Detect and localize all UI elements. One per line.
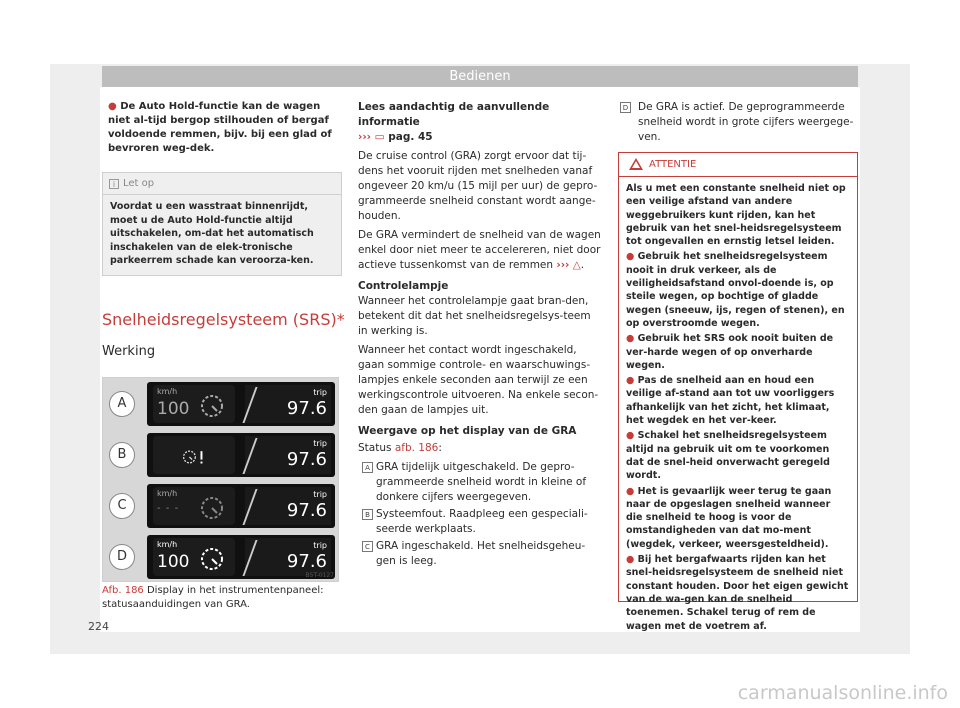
status-marker: A [362, 462, 373, 473]
status-marker: C [362, 541, 373, 552]
arrow-icon: ››› [556, 259, 570, 271]
display-left [153, 385, 235, 423]
trip-label: trip [313, 490, 327, 499]
warning-bullet [626, 429, 850, 482]
figure-badge: B [109, 442, 135, 468]
column-left [102, 100, 342, 156]
trip-value: 97.6 [286, 551, 327, 572]
trip-label: trip [313, 541, 327, 550]
figure-row-d [103, 533, 340, 581]
trip-label: trip [313, 439, 327, 448]
display-left [153, 487, 235, 525]
caption-text: Display in het instrumentenpaneel: statusaanduidingen van GRA. [102, 585, 324, 610]
status-text: Systeemfout. Raadpleeg een gespeciali-seerde werkplaats. [376, 508, 588, 535]
top-bullet-text: De Auto Hold-functie kan de wagen niet al-tijd bergop stilhouden of bergaf voldoende remmen, bijv. bij een glad of bevroren weg-dek. [108, 101, 332, 154]
warning-intro: Als u met een constante snelheid niet op een veilige afstand van andere weggebruikers kunt rijden, kan het gebruik van het snel-heidsregelsysteem tot ongevallen en ernstig letsel leiden. [626, 183, 846, 248]
bullet-dot: ● [626, 333, 638, 345]
warning-label: ATTENTIE [649, 159, 697, 170]
warning-bullet-text: Pas de snelheid aan en houd een veilige af-stand aan tot uw voorliggers afhankelijk van het zicht, het klimaat, het wegdek en het ver-keer. [626, 375, 835, 427]
warning-header [619, 153, 857, 177]
kmh-label: km/h [157, 540, 178, 549]
warning-box [618, 152, 858, 632]
trip-label: trip [313, 388, 327, 397]
warning-bullet-text: Het is gevaarlijk weer terug te gaan naar de opgeslagen snelheid wanneer die snelheid te hoog is voor de omstandigheden van dat mo-ment (wegdek, verkeer, weersgesteldheid). [626, 485, 832, 550]
figure-row-c [103, 482, 340, 530]
speedometer-icon [199, 495, 225, 521]
figure-186 [102, 377, 339, 582]
tip-text: Voordat u een wasstraat binnenrijdt, moet u de Auto Hold-functie altijd uitschakelen, om-dat het automatisch inschakelen van de elek-tronische parkeerrem schade kan veroorza-ken. [110, 201, 314, 266]
figure-badge: C [109, 493, 135, 519]
paragraph-3: Wanneer het controlelampje gaat bran-den, betekent dit dat het snelheidsregelsys-teem in werking is. [358, 295, 591, 337]
paragraph-2-text: De GRA vermindert de snelheid van de wagen enkel door niet meer te accelereren, niet door actieve tussenkomst van de remmen [358, 229, 601, 271]
display-divider [242, 438, 257, 474]
top-bullet [102, 100, 342, 156]
speedometer-icon [199, 546, 225, 572]
status-prefix: Status [358, 442, 392, 454]
cluster-display [147, 484, 335, 528]
display-right [245, 436, 331, 474]
figure-badge: D [109, 544, 135, 570]
info-icon: i [109, 179, 119, 189]
status-item-a [358, 460, 603, 505]
cluster-display [147, 433, 335, 477]
speed-value: 100 [157, 552, 190, 572]
warning-bullet [626, 553, 850, 633]
watermark: carmanualsonline.info [737, 682, 948, 704]
speed-empty: - - - [157, 503, 180, 514]
kmh-label: km/h [157, 387, 178, 396]
trip-value: 97.6 [286, 449, 327, 470]
figure-row-a [103, 380, 340, 428]
arrow-icon: ››› [358, 131, 371, 143]
speed-value: 100 [157, 399, 190, 419]
intro-title: Lees aandachtig de aanvullende informatie [358, 101, 550, 128]
status-text: De GRA is actief. De geprogrammeerde snelheid wordt in grote cijfers weergege-ven. [638, 101, 854, 143]
warning-bullet-text: Bij het bergafwaarts rijden kan het snel-heidsregelsysteem de snelheid niet constant houden. Door het eigen gewicht van de wa-gen kan de snelheid toenemen. Schakel terug of rem de wagen met de voetrem af. [626, 554, 849, 632]
figure-caption [102, 584, 339, 612]
column-middle [358, 100, 603, 571]
status-line: Status afb. 186: [358, 442, 442, 454]
status-marker: D [620, 102, 631, 113]
display-left [153, 538, 235, 576]
figure-row-b [103, 431, 340, 479]
warning-body [619, 177, 857, 638]
intro-ref-text: pag. 45 [388, 131, 433, 143]
status-item-b [358, 507, 603, 537]
trip-value: 97.6 [286, 398, 327, 419]
warning-bullet [626, 250, 850, 330]
heading-controlelampje: Controlelampje [358, 280, 449, 292]
tip-label: Let op [123, 178, 155, 189]
figure-code: B5T-0127 [305, 572, 334, 579]
caption-prefix: Afb. 186 [102, 585, 144, 596]
cluster-display [147, 382, 335, 426]
status-marker: B [362, 509, 373, 520]
heading-display: Weergave op het display van de GRA [358, 425, 577, 437]
warning-triangle-icon: △ [572, 259, 581, 271]
warning-bullet [626, 332, 850, 372]
warning-bullet-text: Gebruik het snelheidsregelsysteem nooit in druk verkeer, als de veiligheidsafstand onvol-doende is, op steile wegen, op bochtige of gladde wegen (sneeuw, ijs, regen of stenen), en op overstroomde wegen. [626, 251, 845, 329]
status-ref[interactable]: afb. 186 [394, 442, 439, 454]
section-title: Snelheidsregelsysteem (SRS)* [102, 310, 345, 329]
page-header: Bedienen [102, 66, 858, 87]
bullet-dot: ● [626, 375, 638, 387]
display-divider [242, 387, 257, 423]
bullet-dot: ● [626, 430, 638, 442]
tip-box [102, 172, 342, 276]
speedometer-icon [199, 393, 225, 419]
warning-bullet-text: Schakel het snelheidsregelsysteem altijd na gebruik uit om te voorkomen dat de snel-heid onverwacht geregeld wordt. [626, 430, 830, 482]
column-right [616, 100, 860, 145]
bullet-dot: ● [626, 485, 638, 497]
display-left [153, 436, 235, 474]
status-text: GRA tijdelijk uitgeschakeld. De gepro-grammeerde snelheid wordt in kleine of donkere cijfers weergegeven. [376, 461, 587, 503]
kmh-label: km/h [157, 489, 178, 498]
display-right [245, 385, 331, 423]
status-item-c [358, 539, 603, 569]
intro-reference[interactable] [358, 130, 603, 145]
bullet-dot: ● [626, 251, 638, 263]
figure-badge: A [109, 391, 135, 417]
warning-bullet-text: Gebruik het SRS ook nooit buiten de ver-harde wegen of op onverharde wegen. [626, 333, 834, 371]
section-subtitle: Werking [102, 344, 156, 359]
paragraph-1: De cruise control (GRA) zorgt ervoor dat tij-dens het vooruit rijden met snelheden vanaf ongeveer 20 km/u (15 mijl per uur) de gepro-grammeerde snelheid constant wordt aange-houden. [358, 150, 598, 222]
bullet-dot: ● [626, 554, 638, 566]
display-divider [242, 489, 257, 525]
book-icon: ▭ [374, 131, 385, 143]
speedometer-fault-icon [181, 444, 207, 470]
paragraph-2: De GRA vermindert de snelheid van de wagen enkel door niet meer te accelereren, niet door actieve tussenkomst van de remmen ››› △. [358, 229, 601, 271]
status-item-d [616, 100, 860, 145]
display-right [245, 487, 331, 525]
trip-value: 97.6 [286, 500, 327, 521]
paragraph-4: Wanneer het contact wordt ingeschakeld, gaan sommige controle- en waarschuwings-lampjes enkele seconden aan terwijl ze een werkingscontrole uitvoeren. Na enkele secon-den gaan de lampjes uit. [358, 344, 599, 416]
page-number: 224 [88, 620, 109, 633]
bullet-dot: ● [108, 101, 117, 112]
warning-bullet [626, 374, 850, 427]
status-text: GRA ingeschakeld. Het snelheidsgeheu-gen is leeg. [376, 540, 586, 567]
tip-header [103, 173, 341, 195]
display-right [245, 538, 331, 576]
display-divider [242, 540, 257, 576]
warning-bullet [626, 485, 850, 551]
